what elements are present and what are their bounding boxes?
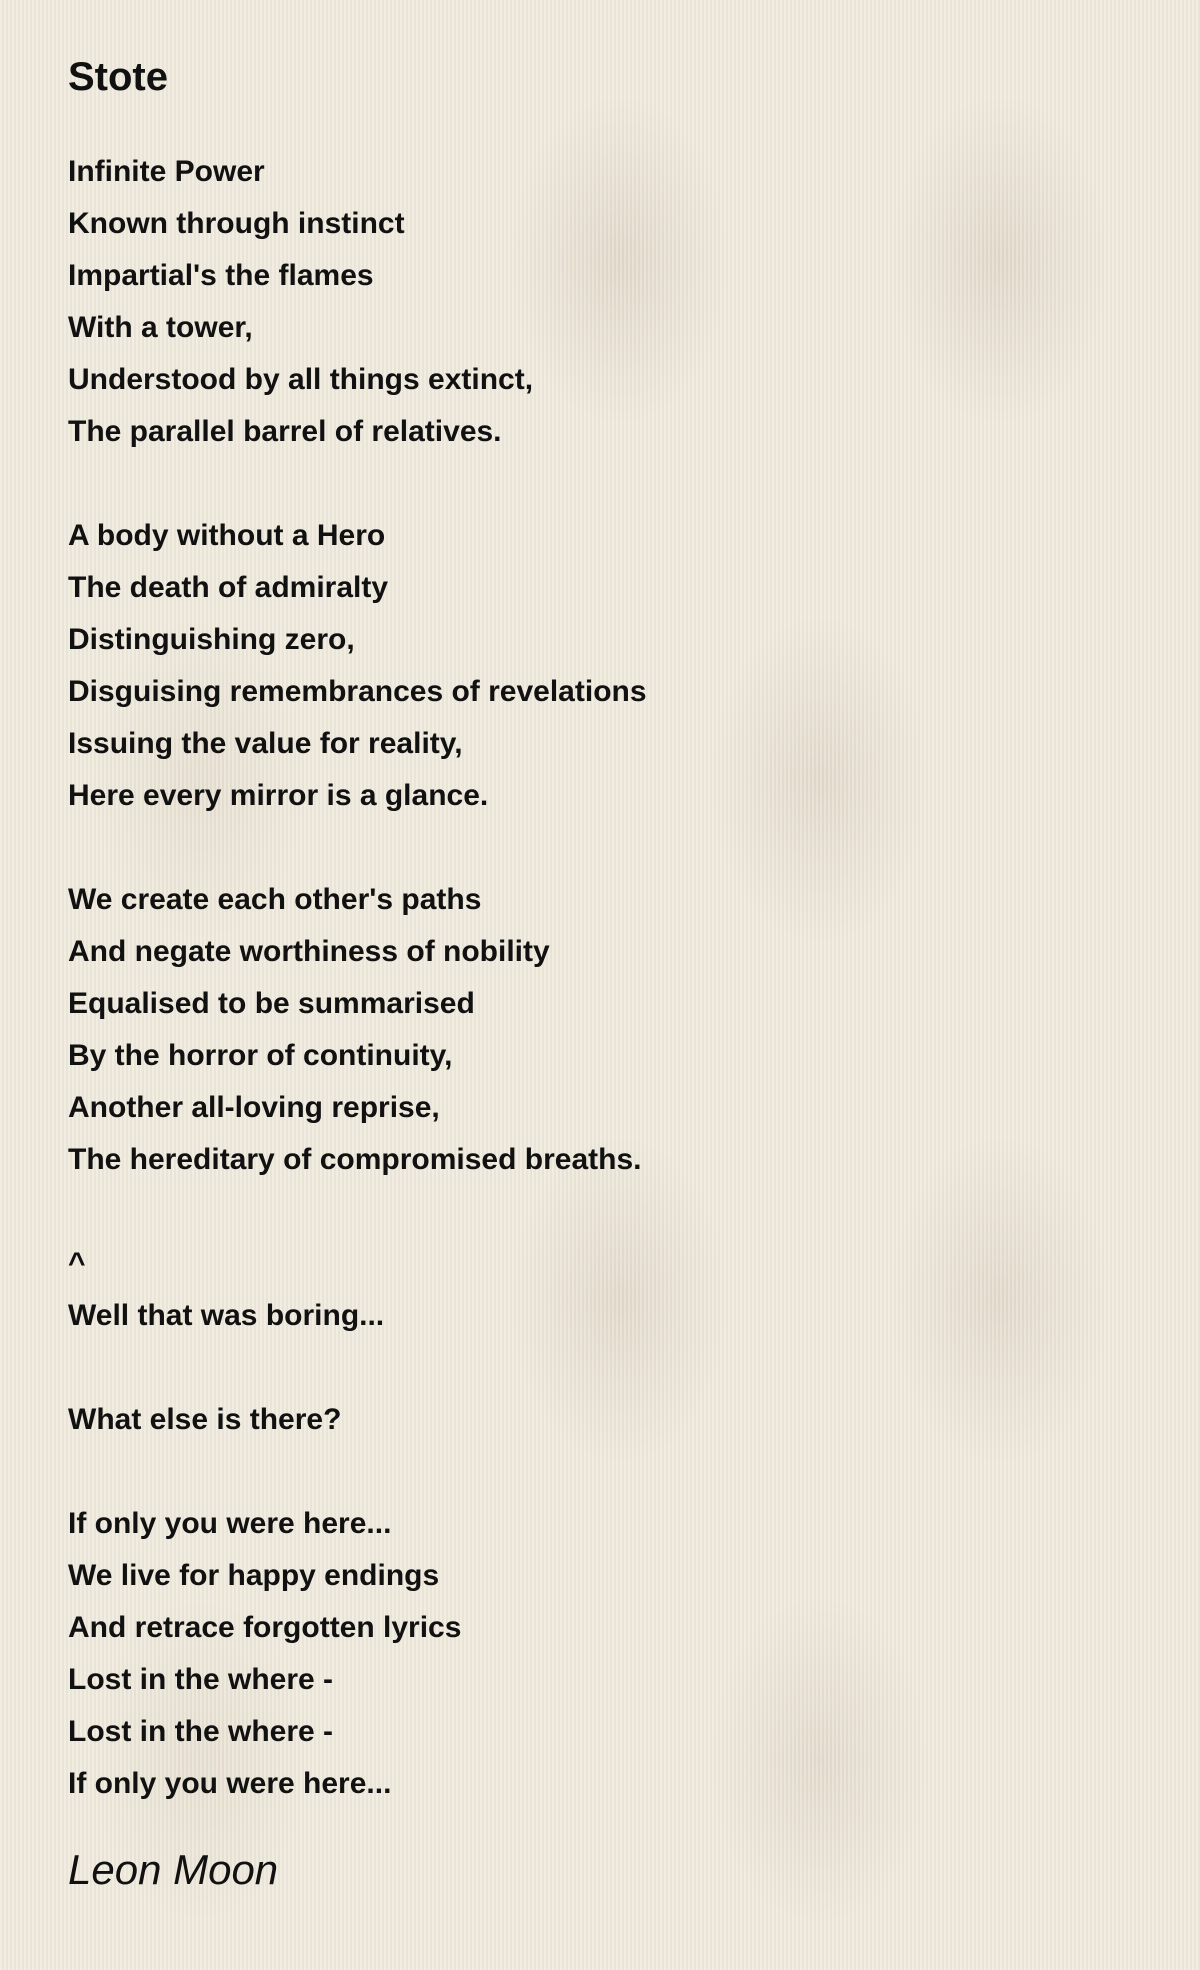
poem-line: The death of admiralty — [68, 571, 389, 604]
poem-line: The hereditary of compromised breaths. — [68, 1143, 642, 1176]
poem-line: Impartial's the flames — [68, 259, 374, 292]
poem-line: The parallel barrel of relatives. — [68, 415, 502, 448]
poem-line: Another all-loving reprise, — [68, 1091, 440, 1124]
poem-line: Lost in the where - — [68, 1663, 334, 1696]
poem-line: Distinguishing zero, — [68, 623, 355, 656]
poem-line: And negate worthiness of nobility — [68, 935, 550, 968]
poem-line: Known through instinct — [68, 207, 405, 240]
poem-line: Disguising remembrances of revelations — [68, 675, 647, 708]
poem-line: We live for happy endings — [68, 1559, 440, 1592]
poem-line: And retrace forgotten lyrics — [68, 1611, 462, 1644]
poem-author: Leon Moon — [68, 1846, 279, 1893]
poem-page — [68, 50, 1128, 1898]
poem-line: Lost in the where - — [68, 1715, 334, 1748]
stanza-break — [68, 1186, 1128, 1238]
poem-line: With a tower, — [68, 311, 253, 344]
poem-line: Infinite Power — [68, 155, 265, 188]
stanza-break — [68, 1446, 1128, 1498]
poem-title: Stote — [68, 55, 168, 99]
poem-line: What else is there? — [68, 1403, 342, 1436]
stanza-break — [68, 822, 1128, 874]
poem-line: Issuing the value for reality, — [68, 727, 463, 760]
poem-line: If only you were here... — [68, 1507, 392, 1540]
poem-line: By the horror of continuity, — [68, 1039, 453, 1072]
poem-line: A body without a Hero — [68, 519, 386, 552]
stanza-break — [68, 458, 1128, 510]
poem-line: Understood by all things extinct, — [68, 363, 534, 396]
poem-line: If only you were here... — [68, 1767, 392, 1800]
poem-line: We create each other's paths — [68, 883, 482, 916]
stanza-break — [68, 1342, 1128, 1394]
poem-line: Here every mirror is a glance. — [68, 779, 489, 812]
poem-line: ^ — [68, 1247, 86, 1280]
poem-line: Equalised to be summarised — [68, 987, 475, 1020]
poem-body — [68, 146, 1128, 1810]
poem-line: Well that was boring... — [68, 1299, 385, 1332]
